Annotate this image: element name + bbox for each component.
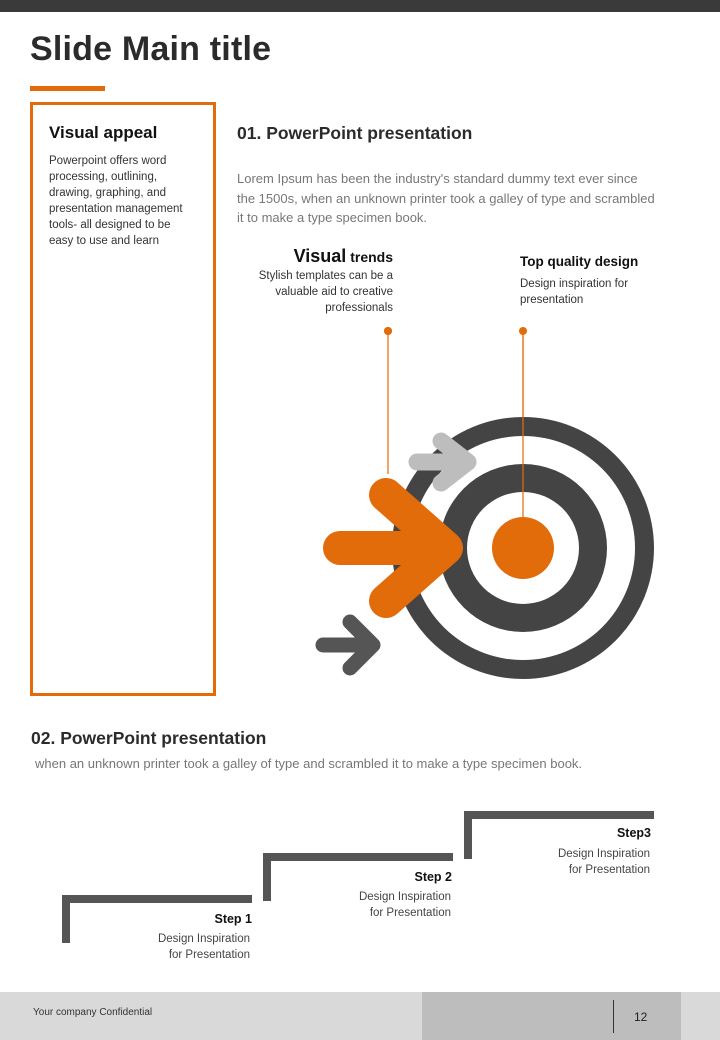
footer-text: Your company Confidential: [33, 1007, 153, 1018]
visual-trends-title-small: trends: [346, 249, 393, 265]
top-quality-title: Top quality design: [520, 254, 639, 269]
step1-body: [100, 931, 250, 963]
page-number: 12: [634, 1010, 648, 1024]
page-title: Slide Main title: [30, 30, 272, 68]
visual-appeal-body: Powerpoint offers word processing, outlining, drawing, graphing, and presentation management tools- all designed to be easy to use and learn: [49, 155, 183, 247]
visual-appeal-title: Visual appeal: [49, 123, 158, 142]
section1-body: Lorem Ipsum has been the industry's standard dummy text ever since the 1500s, when an unknown printer took a galley of type and scrambled it to make a type specimen book.: [237, 171, 655, 225]
step1-line1: Design Inspiration: [157, 933, 250, 945]
step2-line1: Design Inspiration: [358, 891, 451, 903]
step2-line2: for Presentation: [369, 907, 451, 919]
visual-trends-title-big: Visual: [293, 246, 347, 266]
section2-body: when an unknown printer took a galley of type and scrambled it to make a type specimen book.: [35, 756, 583, 771]
step3-body: [500, 846, 650, 878]
step1-line2: for Presentation: [168, 949, 250, 961]
step1-title: Step 1: [214, 912, 252, 926]
footer-right: [681, 992, 720, 1040]
section2-heading: 02. PowerPoint presentation: [31, 728, 267, 748]
step3-line2: for Presentation: [568, 864, 650, 876]
visual-trends-body: Stylish templates can be a valuable aid to creative professionals: [258, 270, 393, 314]
step2-body: [301, 889, 451, 921]
step3-line1: Design Inspiration: [557, 848, 650, 860]
step3-title: Step3: [616, 826, 651, 840]
top-quality-body: Design inspiration for presentation: [520, 278, 629, 306]
section1-heading: 01. PowerPoint presentation: [237, 123, 473, 143]
footer-divider: [613, 1000, 614, 1033]
step2-title: Step 2: [414, 870, 452, 884]
